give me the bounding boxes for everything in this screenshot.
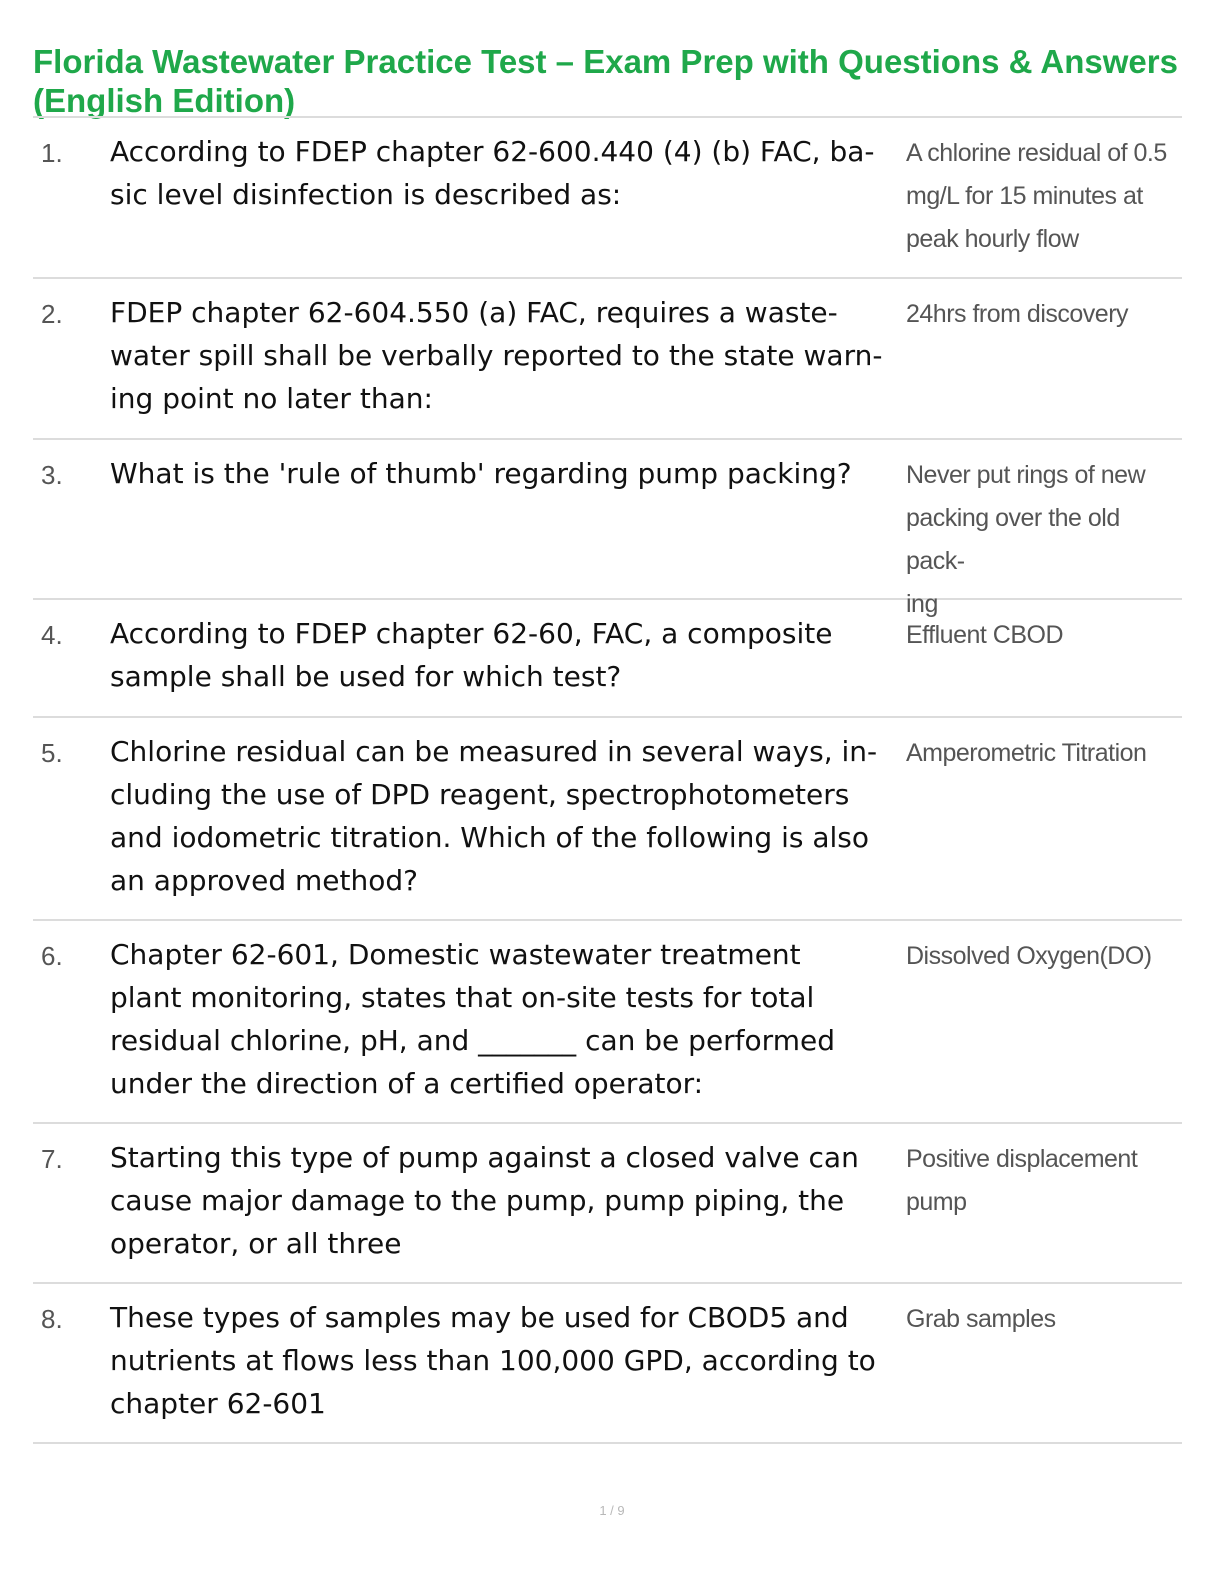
question-row bbox=[33, 1124, 1182, 1284]
answer-text: Effluent CBOD bbox=[906, 621, 1064, 649]
answer-text: A chlorine residual of 0.5 mg/L for 15 minutes at peak hourly flow bbox=[906, 139, 1167, 253]
question-list bbox=[33, 116, 1182, 1444]
question-row bbox=[33, 600, 1182, 718]
question-row bbox=[33, 1284, 1182, 1444]
answer-text: 24hrs from discovery bbox=[906, 300, 1129, 328]
answer-text: Positive displacement pump bbox=[906, 1145, 1138, 1216]
question-text: These types of samples may be used for CBOD5 and nutrients at flows less than 100,000 GPD, according to chapter 62-601 bbox=[110, 1301, 876, 1420]
question-number: 7. bbox=[41, 1144, 63, 1174]
question-text: Starting this type of pump against a closed valve can cause major damage to the pump, pump piping, the operator, or all three bbox=[110, 1141, 859, 1260]
answer-text: Amperometric Titration bbox=[906, 739, 1147, 767]
question-text: According to FDEP chapter 62-60, FAC, a composite sample shall be used for which test? bbox=[110, 617, 833, 693]
question-number: 1. bbox=[41, 138, 63, 168]
question-text: According to FDEP chapter 62-600.440 (4) (b) FAC, ba- sic level disinfection is described as: bbox=[110, 135, 875, 211]
question-row bbox=[33, 718, 1182, 921]
answer-text: Never put rings of new packing over the old pack- ing bbox=[906, 461, 1146, 618]
question-number: 6. bbox=[41, 941, 63, 971]
question-number: 2. bbox=[41, 299, 63, 329]
answer-text: Dissolved Oxygen(DO) bbox=[906, 942, 1152, 970]
answer-text: Grab samples bbox=[906, 1305, 1056, 1333]
question-row bbox=[33, 440, 1182, 618]
question-row bbox=[33, 921, 1182, 1124]
question-number: 3. bbox=[41, 460, 63, 490]
question-row bbox=[33, 279, 1182, 440]
question-number: 4. bbox=[41, 620, 63, 650]
question-number: 5. bbox=[41, 738, 63, 768]
question-text: FDEP chapter 62-604.550 (a) FAC, requires a waste- water spill shall be verbally reported to the state warn- ing point no later than: bbox=[110, 296, 883, 415]
page-number: 1 / 9 bbox=[599, 1503, 625, 1518]
question-text: Chapter 62-601, Domestic wastewater treatment plant monitoring, states that on-site tests for total residual chlorine, pH, and _______ can be performed under the direction of a certified operator: bbox=[110, 938, 835, 1100]
question-number: 8. bbox=[41, 1304, 63, 1334]
question-row bbox=[33, 118, 1182, 279]
page-title: Florida Wastewater Practice Test – Exam Prep with Questions & Answers (English Edition) bbox=[33, 43, 1178, 119]
question-text: Chlorine residual can be measured in several ways, in- cluding the use of DPD reagent, spectrophotometers and iodometric titration. Which of the following is also an approved method? bbox=[110, 735, 878, 897]
question-text: What is the 'rule of thumb' regarding pump packing? bbox=[110, 457, 852, 490]
